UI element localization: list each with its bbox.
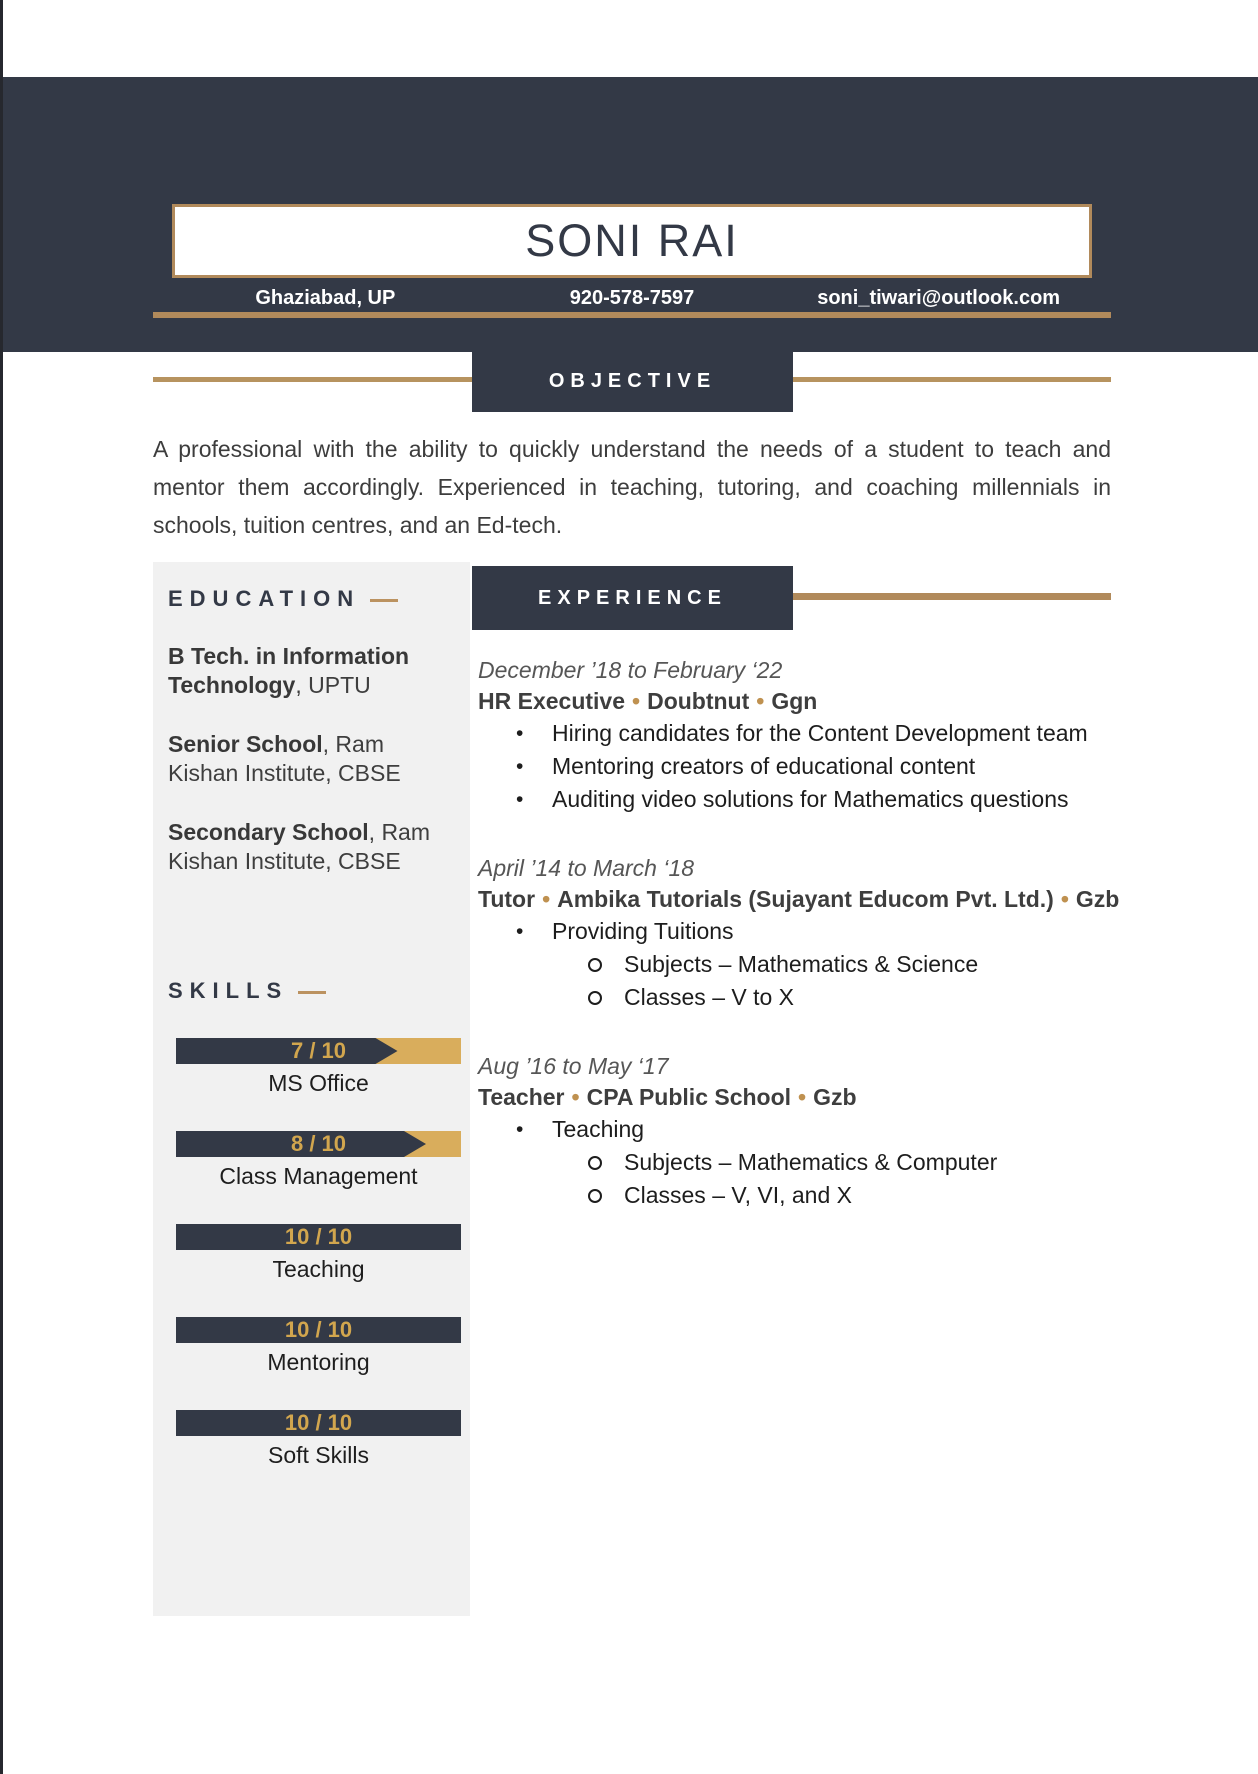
skill-score: 10 / 10: [284, 1410, 353, 1435]
experience-section-title: EXPERIENCE: [538, 586, 727, 609]
job-company: Doubtnut: [647, 688, 750, 714]
bullet-icon: •: [516, 788, 524, 811]
experience-content: [478, 655, 1126, 1249]
job-bullet: • Mentoring creators of educational content: [478, 750, 1126, 783]
bullet-icon: •: [516, 1118, 524, 1141]
skill-score: 10 / 10: [284, 1317, 353, 1342]
job-sub-bullet: Classes – V, VI, and X: [478, 1179, 1126, 1212]
skill-score: 7 / 10: [290, 1038, 347, 1063]
education-item: Senior School, Ram Kishan Institute, CBSE: [168, 731, 401, 786]
job-bullet: • Teaching: [478, 1113, 1126, 1146]
job-sub-bullet: Subjects – Mathematics & Computer: [478, 1146, 1126, 1179]
dot-separator-icon: •: [798, 1084, 807, 1110]
skill-bar: [176, 1317, 461, 1343]
skill-bar: [176, 1131, 461, 1157]
job-role: Tutor: [478, 886, 536, 912]
skill-bar: [176, 1038, 461, 1064]
contact-phone: 920-578-7597: [569, 286, 695, 309]
skill-bar: [176, 1224, 461, 1250]
bullet-icon: •: [516, 722, 524, 745]
job-company: CPA Public School: [586, 1084, 792, 1110]
job-title: [478, 686, 1126, 717]
section-dash: [370, 599, 398, 602]
page-title: SONI RAI: [525, 215, 739, 266]
skill-label: Teaching: [272, 1256, 365, 1282]
job-location: Gzb: [813, 1084, 857, 1110]
skill-label: Mentoring: [267, 1349, 370, 1375]
education-item: Secondary School, Ram Kishan Institute, CBSE: [168, 819, 431, 874]
job-bullet: • Auditing video solutions for Mathematics questions: [478, 783, 1126, 816]
job-role: Teacher: [478, 1084, 565, 1110]
circle-bullet-icon: [588, 1156, 602, 1170]
circle-bullet-icon: [588, 958, 602, 972]
section-dash: [298, 991, 326, 994]
objective-section-title: OBJECTIVE: [548, 370, 717, 392]
experience-line-right: [793, 593, 1111, 600]
job-location: Gzb: [1075, 886, 1120, 912]
dot-separator-icon: •: [632, 688, 641, 714]
job-entry: [478, 1051, 1126, 1212]
skill-label: Class Management: [219, 1163, 418, 1189]
education-item: B Tech. in Information Technology, UPTU: [168, 643, 410, 698]
skill-score: 8 / 10: [290, 1131, 347, 1156]
job-dates: December ’18 to February ‘22: [478, 657, 783, 683]
job-bullet: • Hiring candidates for the Content Development team: [478, 717, 1126, 750]
contact-row: [172, 284, 1092, 312]
job-entry: [478, 655, 1126, 816]
job-entry: [478, 853, 1126, 1014]
name-box: [172, 204, 1092, 278]
job-company: Ambika Tutorials (Sujayant Educom Pvt. Ltd.): [557, 886, 1054, 912]
skill-item: [176, 1131, 461, 1190]
job-location: Ggn: [771, 688, 818, 714]
skill-score: 10 / 10: [284, 1224, 353, 1249]
circle-bullet-icon: [588, 991, 602, 1005]
contact-location: Ghaziabad, UP: [255, 286, 396, 309]
skill-item: [176, 1410, 461, 1469]
objective-line-right: [793, 377, 1111, 382]
education-section-title: EDUCATION: [168, 586, 455, 612]
header-divider-line: [153, 312, 1111, 318]
dot-separator-icon: •: [571, 1084, 580, 1110]
job-role: HR Executive: [478, 688, 626, 714]
bullet-icon: •: [516, 755, 524, 778]
job-dates: Aug ’16 to May ‘17: [478, 1053, 669, 1079]
dot-separator-icon: •: [542, 886, 551, 912]
job-title: [478, 1082, 1126, 1113]
left-sidebar: [153, 562, 470, 1616]
job-sub-bullet: Classes – V to X: [478, 981, 1126, 1014]
objective-paragraph: A professional with the ability to quickly understand the needs of a student to teach and mentor them accordingly. Experienced in teaching, tutoring, and coaching millennials in schools, tuition centres, and an Ed-tech.: [153, 436, 1111, 538]
skill-item: [176, 1317, 461, 1376]
skills-section-title: SKILLS: [168, 978, 455, 1004]
job-title: [478, 884, 1126, 915]
job-dates: April ’14 to March ‘18: [478, 855, 695, 881]
objective-line-left: [153, 377, 472, 382]
dot-separator-icon: •: [1060, 886, 1069, 912]
skill-label: MS Office: [268, 1070, 369, 1096]
contact-email: soni_tiwari@outlook.com: [817, 286, 1061, 309]
experience-section-tab: [472, 566, 793, 630]
objective-section-tab: [472, 351, 793, 412]
job-bullet: • Providing Tuitions: [478, 915, 1126, 948]
skill-label: Soft Skills: [268, 1442, 369, 1468]
skill-bar: [176, 1410, 461, 1436]
skill-item: [176, 1038, 461, 1097]
skill-item: [176, 1224, 461, 1283]
bullet-icon: •: [516, 920, 524, 943]
job-sub-bullet: Subjects – Mathematics & Science: [478, 948, 1126, 981]
dot-separator-icon: •: [756, 688, 765, 714]
circle-bullet-icon: [588, 1189, 602, 1203]
